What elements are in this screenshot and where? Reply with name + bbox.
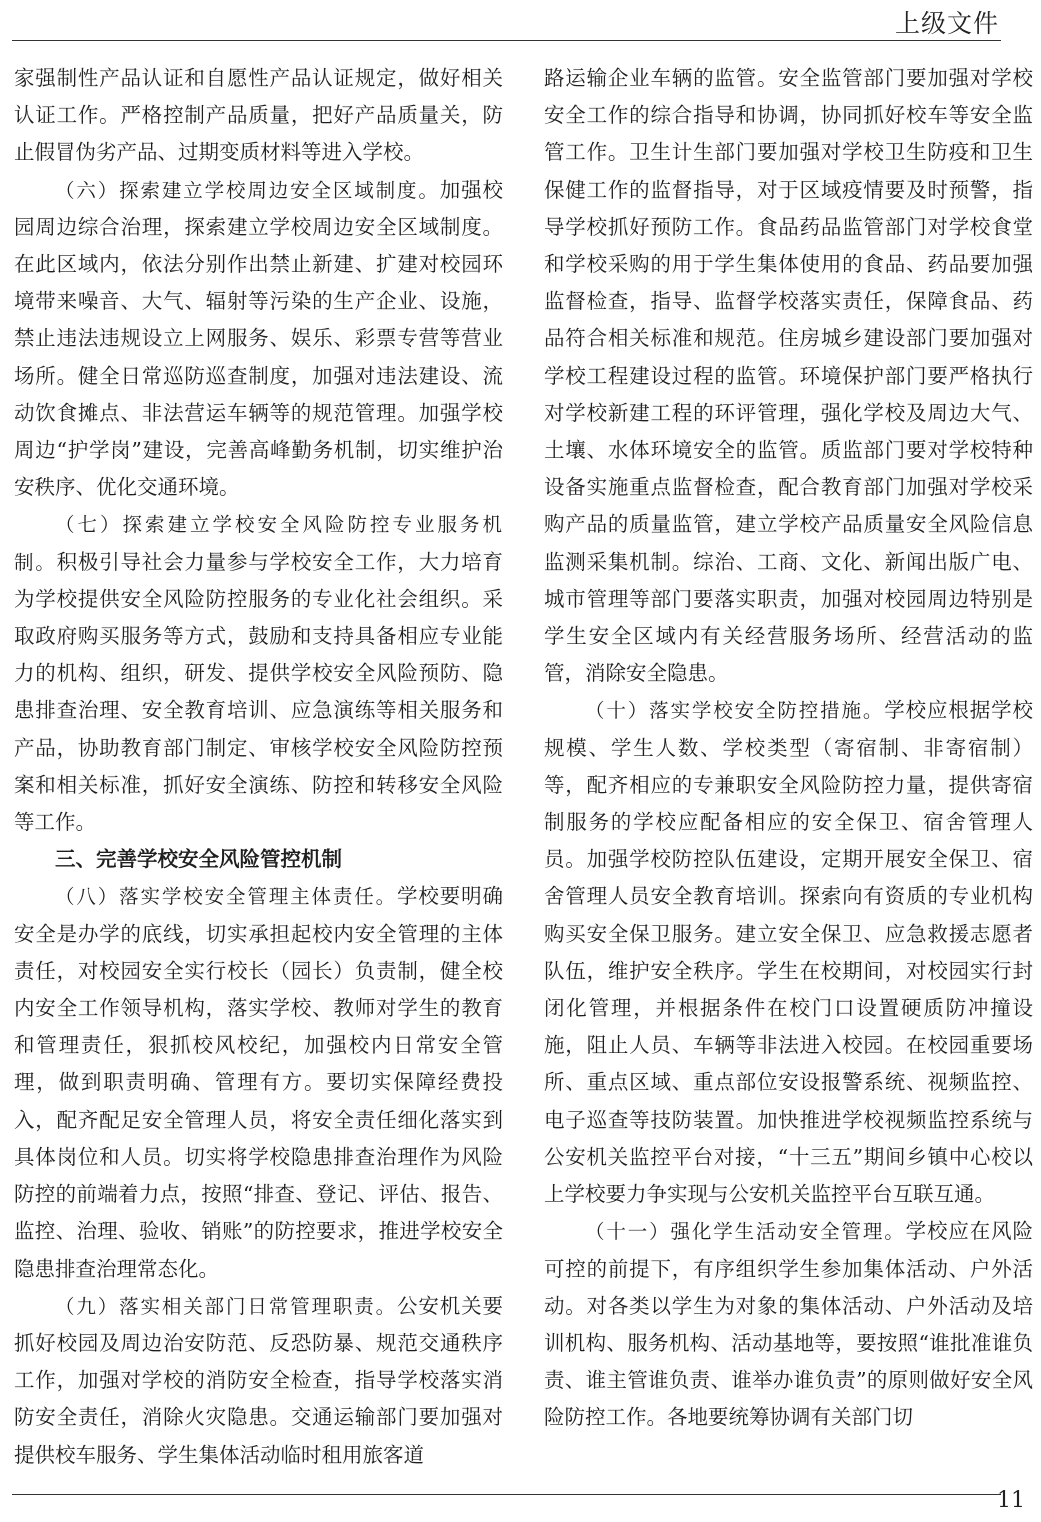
body-paragraph [14, 172, 503, 507]
paragraph-text: 积极引导社会力量参与学校安全工作，大力培育为学校提供安全风险防控服务的专业化社会组织。采取政府购买服务等方式，鼓励和支持具备相应专业能力的机构、组织，研发、提供学校安全风险预防、隐患排查治理、安全教育培训、应急演练等相关服务和产品，协助教育部门制定、审核学校安全风险防控预案和相关标准，抓好安全演练、防控和转移安全风险等工作。 [14, 549, 503, 835]
left-column [14, 60, 503, 1474]
paragraph-text: 路运输企业车辆的监管。安全监管部门要加强对学校安全工作的综合指导和协调，协同抓好校车等安全监管工作。卫生计生部门要加强对学校卫生防疫和卫生保健工作的监督指导，对于区域疫情要及时预警，指导学校抓好预防工作。食品药品监管部门对学校食堂和学校采购的用于学生集体使用的食品、药品要加强监督检查，指导、监督学校落实责任，保障食品、药品符合相关标准和规范。住房城乡建设部门要加强对学校工程建设过程的监管。环境保护部门要严格执行对学校新建工程的环评管理，强化学校及周边大气、土壤、水体环境安全的监管。质监部门要对学校特种设备实施重点监督检查，配合教育部门加强对学校采购产品的质量监管，建立学校产品质量安全风险信息监测采集机制。综治、工商、文化、新闻出版广电、城市管理等部门要落实职责，加强对校园周边特别是学生安全区域内有关经营服务场所、经营活动的监管，消除安全隐患。 [544, 66, 1033, 686]
paragraph-text: 加强校园周边综合治理，探索建立学校周边安全区域制度。在此区域内，依法分别作出禁止新建、扩建对校园环境带来噪音、大气、辐射等污染的生产企业、设施，禁止违法违规设立上网服务、娱乐、彩票专营等营业场所。健全日常巡防巡查制度，加强对违法建设、流动饮食摊点、非法营运车辆等的规范管理。加强学校周边“护学岗”建设，完善高峰勤务机制，切实维护治安秩序、优化交通环境。 [14, 177, 503, 500]
header-rule [12, 40, 1001, 41]
body-paragraph [14, 506, 503, 841]
paragraph-text: 学校应在风险可控的前提下，有序组织学生参加集体活动、户外活动。对各类以学生为对象的集体活动、户外活动及培训机构、服务机构、活动基地等，要按照“谁批准谁负责、谁主管谁负责、谁举办谁负责”的原则做好安全风险防控工作。各地要统筹协调有关部门切 [544, 1219, 1033, 1430]
section-title: 上级文件 [894, 9, 999, 38]
paragraph-text: 家强制性产品认证和自愿性产品认证规定，做好相关认证工作。严格控制产品质量，把好产品质量关，防止假冒伪劣产品、过期变质材料等进入学校。 [14, 66, 503, 165]
body-paragraph [544, 1213, 1033, 1436]
paragraph-lead: （七）探索建立学校安全风险防控专业服务机制。 [14, 513, 503, 574]
paragraph-text: 学校要明确安全是办学的底线，切实承担起校内安全管理的主体责任，对校园安全实行校长（园长）负责制，健全校内安全工作领导机构，落实学校、教师对学生的教育和管理责任，狠抓校风校纪，加强校内日常安全管理，做到职责明确、管理有方。要切实保障经费投入，配齐配足安全管理人员，将安全责任细化落实到具体岗位和人员。切实将学校隐患排查治理作为风险防控的前端着力点，按照“排查、登记、评估、报告、监控、治理、验收、销账”的防控要求，推进学校安全隐患排查治理常态化。 [14, 884, 503, 1281]
page-number: 11 [997, 1488, 1025, 1513]
paragraph-lead: （六）探索建立学校周边安全区域制度。 [55, 178, 440, 202]
right-column [544, 60, 1033, 1437]
body-paragraph [544, 60, 1033, 692]
paragraph-lead: （十一）强化学生活动安全管理。 [585, 1220, 906, 1244]
paragraph-text: 学校应根据学校规模、学生人数、学校类型（寄宿制、非寄宿制）等，配齐相应的专兼职安全风险防控力量，提供寄宿制服务的学校应配备相应的安全保卫、宿舍管理人员。加强学校防控队伍建设，定期开展安全保卫、宿舍管理人员安全教育培训。探索向有资质的专业机构购买安全保卫服务。建立安全保卫、应急救援志愿者队伍，维护安全秩序。学生在校期间，对校园实行封闭化管理，并根据条件在校门口设置硬质防冲撞设施，阻止人员、车辆等非法进入校园。在校园重要场所、重点区域、重点部位安设报警系统、视频监控、电子巡查等技防装置。加快推进学校视频监控系统与公安机关监控平台对接，“十三五”期间乡镇中心校以上学校要力争实现与公安机关监控平台互联互通。 [544, 698, 1033, 1207]
paragraph-lead: （九）落实相关部门日常管理职责。 [55, 1294, 397, 1318]
body-paragraph [14, 878, 503, 1287]
section-heading: 三、完善学校安全风险管控机制 [55, 847, 342, 872]
body-paragraph [544, 692, 1033, 1213]
footer-rule [12, 1494, 1001, 1495]
paragraph-lead: （八）落实学校安全管理主体责任。 [55, 885, 397, 909]
body-paragraph [14, 1288, 503, 1474]
body-paragraph [14, 60, 503, 172]
paragraph-text: 公安机关要抓好校园及周边治安防范、反恐防暴、规范交通秩序工作，加强对学校的消防安全检查，指导学校落实消防安全责任，消除火灾隐患。交通运输部门要加强对提供校车服务、学生集体活动临时租用旅客道 [14, 1293, 503, 1467]
paragraph-lead: （十）落实学校安全防控措施。 [585, 699, 885, 723]
